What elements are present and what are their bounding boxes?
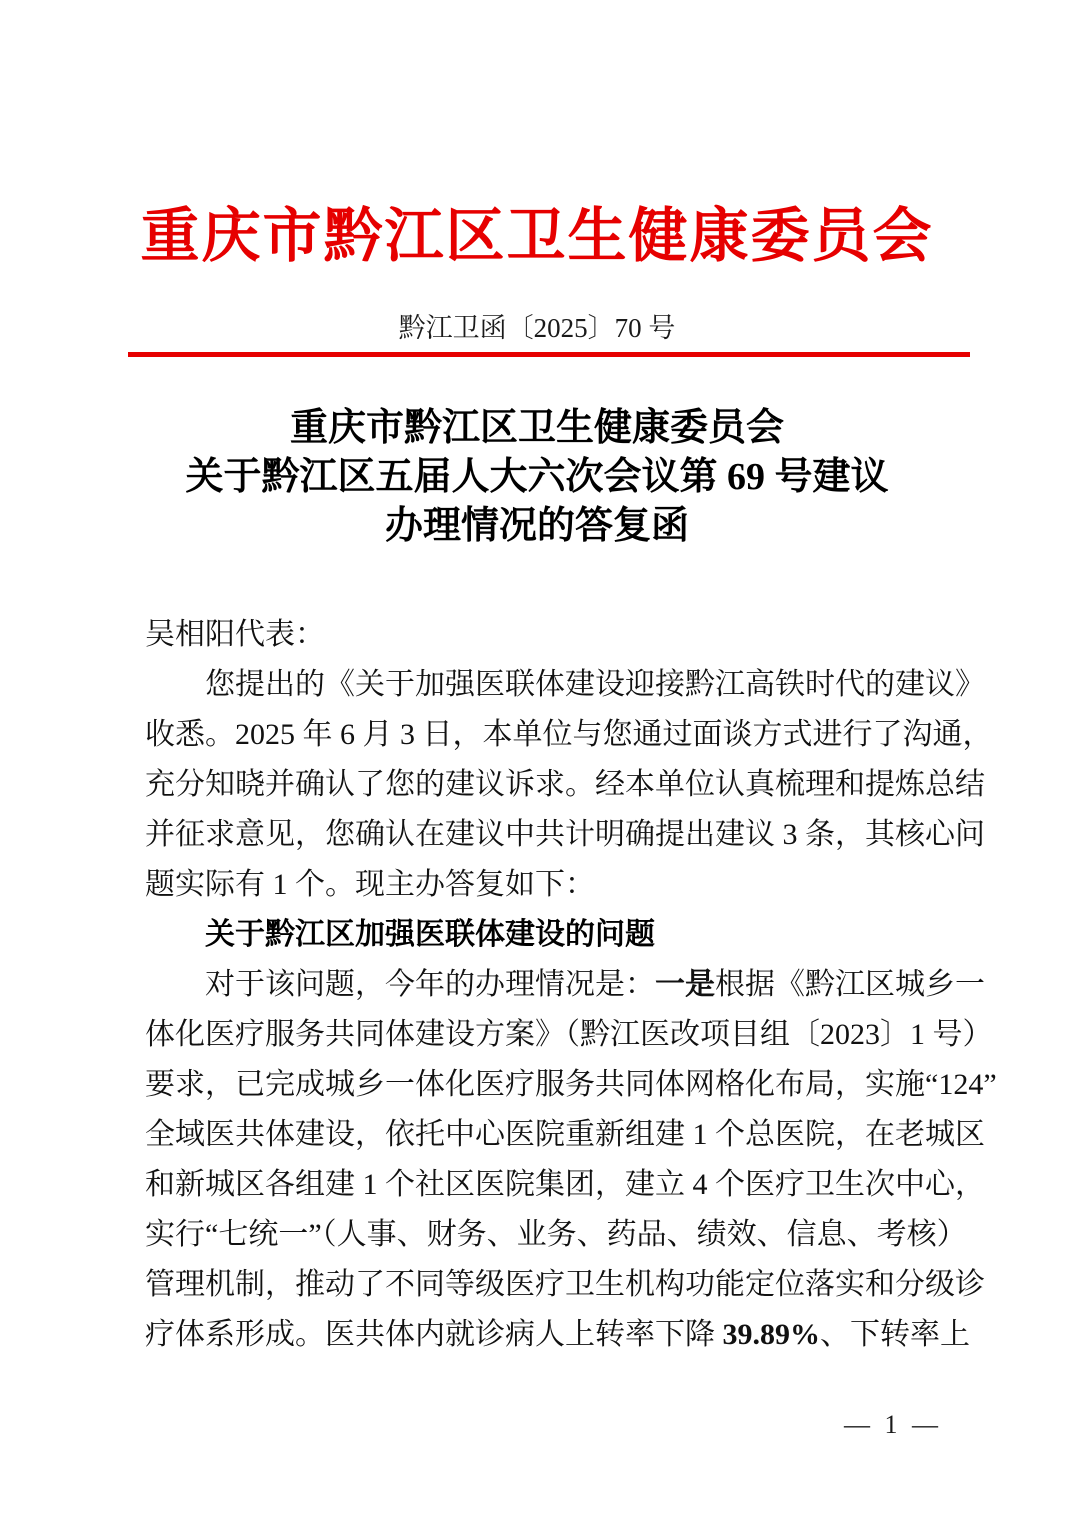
paragraph-2-line-1-cont: 根据《黔江区城乡一 bbox=[715, 968, 985, 1001]
document-title-line-3: 办理情况的答复函 bbox=[384, 505, 689, 547]
paragraph-1-line-1: 您提出的《关于加强医联体建设迎接黔江高铁时代的建议》 bbox=[205, 668, 985, 701]
red-divider-rule bbox=[128, 352, 970, 357]
paragraph-2-line-1-text: 对于该问题，今年的办理情况是： bbox=[205, 968, 655, 1001]
page-number: — 1 — bbox=[844, 1410, 942, 1439]
paragraph-2-line-6: 实行“七统一”（人事、财务、业务、药品、绩效、信息、考核） bbox=[145, 1218, 967, 1251]
paragraph-2-line-2: 体化医疗服务共同体建设方案》（黔江医改项目组〔2023〕1 号） bbox=[145, 1018, 993, 1051]
paragraph-2-line-5: 和新城区各组建 1 个社区医院集团，建立 4 个医疗卫生次中心， bbox=[145, 1168, 985, 1201]
paragraph-2-line-8 bbox=[145, 1310, 970, 1360]
document-number: 黔江卫函〔2025〕70 号 bbox=[398, 313, 676, 343]
document-title bbox=[0, 404, 1074, 551]
emphasis-yishi: 一是 bbox=[655, 968, 715, 1001]
paragraph-2-line-4: 全域医共体建设，依托中心医院重新组建 1 个总医院，在老城区 bbox=[145, 1118, 985, 1151]
document-title-line-1: 重庆市黔江区卫生健康委员会 bbox=[289, 407, 784, 449]
statistic-upward-referral-rate: 39.89% bbox=[722, 1318, 820, 1351]
paragraph-1-line-3: 充分知晓并确认了您的建议诉求。经本单位认真梳理和提炼总结 bbox=[145, 768, 985, 801]
paragraph-1-line-4: 并征求意见，您确认在建议中共计明确提出建议 3 条，其核心问 bbox=[145, 818, 985, 851]
section-heading: 关于黔江区加强医联体建设的问题 bbox=[205, 918, 655, 951]
paragraph-2-line-1 bbox=[145, 960, 985, 1010]
letter-body bbox=[145, 610, 997, 1360]
agency-letterhead: 重庆市黔江区卫生健康委员会 bbox=[140, 203, 934, 269]
salutation: 吴相阳代表： bbox=[145, 618, 325, 651]
paragraph-1-line-2: 收悉。2025 年 6 月 3 日，本单位与您通过面谈方式进行了沟通， bbox=[145, 718, 993, 751]
paragraph-2-line-8-text: 疗体系形成。医共体内就诊病人上转率下降 bbox=[145, 1318, 723, 1351]
paragraph-2-line-8-cont: 、下转率上 bbox=[820, 1318, 970, 1351]
paragraph-2-line-7: 管理机制，推动了不同等级医疗卫生机构功能定位落实和分级诊 bbox=[145, 1268, 985, 1301]
paragraph-1-line-5: 题实际有 1 个。现主办答复如下： bbox=[145, 868, 595, 901]
document-title-line-2: 关于黔江区五届人大六次会议第 69 号建议 bbox=[185, 456, 889, 498]
paragraph-2-line-3: 要求，已完成城乡一体化医疗服务共同体网格化布局，实施“124” bbox=[145, 1068, 997, 1101]
